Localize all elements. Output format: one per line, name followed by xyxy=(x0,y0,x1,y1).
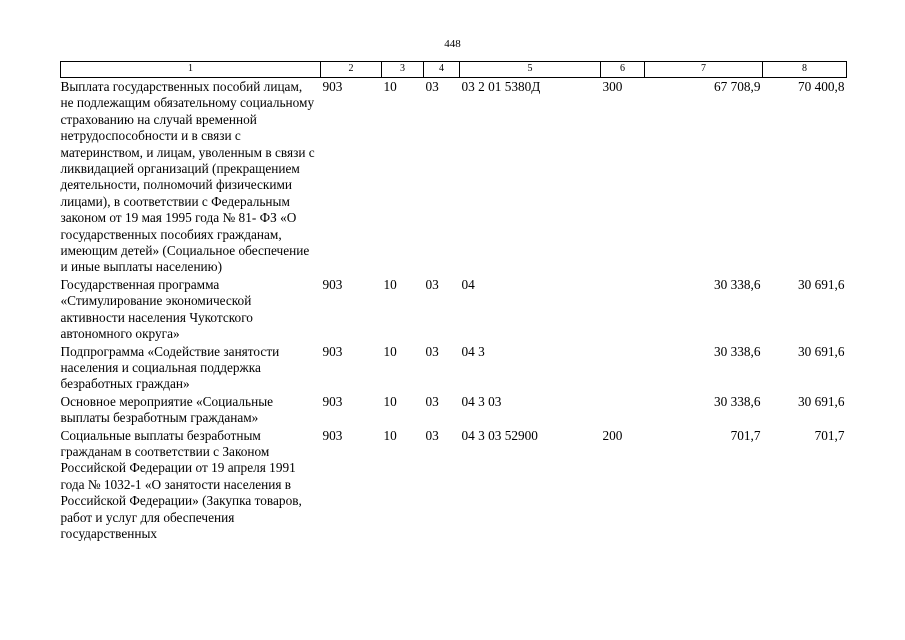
cell-section: 10 xyxy=(383,276,397,292)
row-name: Социальные выплаты безработным гражданам в соответствии с Законом Российской Федерации от 19 апреля 1991 года № 1032-1 «О занятости населения в Российской Федерации» (Закупка товаров, работ и услуг для обеспечения государственных xyxy=(60,427,302,541)
cell-subsection: 03 xyxy=(425,427,439,443)
cell-ministry-code: 903 xyxy=(322,79,343,94)
cell-ministry-code: 903 xyxy=(322,276,343,292)
header-row xyxy=(61,62,847,78)
cell-expense-type: 200 xyxy=(602,427,623,443)
cell-section: 10 xyxy=(383,79,397,94)
column-header: 7 xyxy=(645,62,763,78)
column-header: 3 xyxy=(382,62,424,78)
cell-expense-type xyxy=(601,276,645,343)
cell-expense-type xyxy=(601,343,645,393)
cell-ministry-code: 903 xyxy=(322,427,343,443)
column-header: 6 xyxy=(601,62,645,78)
cell-subsection: 03 xyxy=(425,79,439,94)
cell-amount-1: 30 338,6 xyxy=(713,343,761,359)
cell-section: 10 xyxy=(383,427,397,443)
cell-amount-1: 30 338,6 xyxy=(713,393,761,409)
table-row xyxy=(61,78,847,276)
cell-target-article: 04 xyxy=(461,276,475,292)
cell-amount-2: 30 691,6 xyxy=(797,343,845,359)
table-row xyxy=(61,276,847,343)
cell-amount-1: 67 708,9 xyxy=(713,79,761,94)
cell-target-article: 03 2 01 5380Д xyxy=(461,79,541,94)
table-row xyxy=(61,343,847,393)
cell-section: 10 xyxy=(383,343,397,359)
cell-expense-type: 300 xyxy=(602,79,623,94)
cell-subsection: 03 xyxy=(425,276,439,292)
cell-amount-1: 30 338,6 xyxy=(713,276,761,292)
cell-amount-2: 70 400,8 xyxy=(797,79,845,94)
cell-amount-1: 701,7 xyxy=(730,427,761,443)
cell-subsection: 03 xyxy=(425,393,439,409)
table-row xyxy=(61,393,847,427)
column-header: 8 xyxy=(763,62,847,78)
cell-ministry-code: 903 xyxy=(322,343,343,359)
cell-amount-2: 701,7 xyxy=(814,427,845,443)
table-row xyxy=(61,427,847,543)
column-header: 5 xyxy=(460,62,601,78)
cell-section: 10 xyxy=(383,393,397,409)
column-header: 4 xyxy=(424,62,460,78)
column-header: 1 xyxy=(61,62,321,78)
row-name: Государственная программа «Стимулирование экономической активности населения Чукотского автономного округа» xyxy=(60,276,253,342)
cell-subsection: 03 xyxy=(425,343,439,359)
cell-target-article: 04 3 xyxy=(461,343,485,359)
cell-target-article: 04 3 03 xyxy=(461,393,502,409)
budget-table xyxy=(60,61,847,542)
row-name: Основное мероприятие «Социальные выплаты безработным гражданам» xyxy=(60,393,274,426)
row-name: Выплата государственных пособий лицам, не подлежащим обязательному социальному страхованию на случай временной нетрудоспособности и в связи с материнством, и лицам, уволенным в связи с ликвидацией организаций (прекращением деятельности, полномочий физическими лицами), в соответствии с Федеральным законом от 19 мая 1995 года № 81- ФЗ «О государственных пособиях гражданам, имеющим детей» (Социальное обеспечение и иные выплаты населению) xyxy=(60,79,315,275)
cell-expense-type xyxy=(601,393,645,427)
column-header: 2 xyxy=(321,62,382,78)
page-number: 448 xyxy=(444,38,461,50)
cell-amount-2: 30 691,6 xyxy=(797,276,845,292)
cell-target-article: 04 3 03 52900 xyxy=(461,427,538,443)
row-name: Подпрограмма «Содействие занятости населения и социальная поддержка безработных граждан» xyxy=(60,343,280,392)
cell-ministry-code: 903 xyxy=(322,393,343,409)
cell-amount-2: 30 691,6 xyxy=(797,393,845,409)
